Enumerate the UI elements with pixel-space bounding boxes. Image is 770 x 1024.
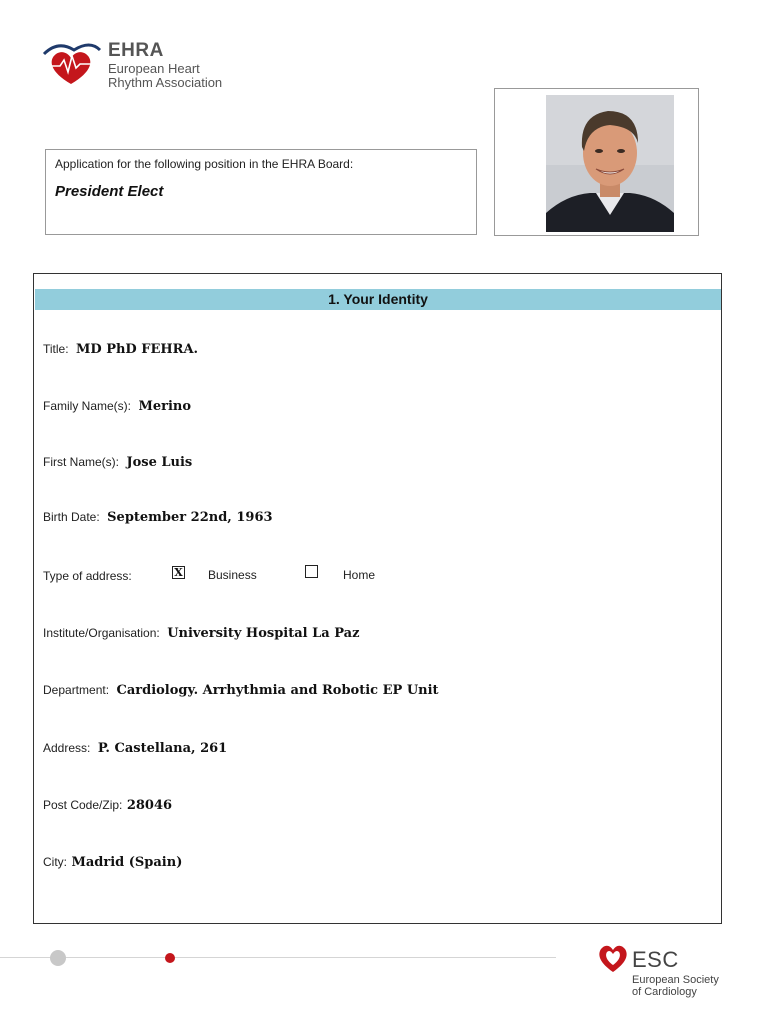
- applicant-photo: [546, 95, 674, 232]
- city-label: City:: [43, 855, 67, 869]
- ehra-heart-icon: [40, 42, 102, 86]
- institute-field: [43, 624, 359, 642]
- address-type-label: Type of address:: [43, 569, 132, 583]
- footer-red-dot: [165, 953, 175, 963]
- esc-name-line1: European Society: [632, 974, 719, 986]
- department-field: [43, 681, 439, 699]
- birth-date-field: [43, 508, 273, 526]
- title-label: Title:: [43, 342, 69, 356]
- ehra-abbr: EHRA: [108, 40, 164, 61]
- family-name-value: Merino: [138, 399, 192, 414]
- address-field: [43, 739, 227, 757]
- footer-grey-dot: [50, 950, 66, 966]
- address-value: P. Castellana, 261: [97, 741, 228, 756]
- city-field: [43, 853, 182, 871]
- home-checkbox[interactable]: [305, 565, 318, 578]
- postcode-value: 28046: [126, 798, 173, 813]
- business-option-label: Business: [208, 568, 257, 582]
- family-name-label: Family Name(s):: [43, 399, 132, 413]
- footer-divider: [0, 957, 556, 958]
- institute-label: Institute/Organisation:: [43, 626, 160, 640]
- identity-section: [33, 273, 722, 924]
- birth-date-value: September 22nd, 1963: [107, 510, 273, 525]
- ehra-logo: [40, 40, 240, 92]
- first-name-value: Jose Luis: [126, 455, 193, 470]
- esc-heart-icon: [597, 943, 629, 973]
- first-name-label: First Name(s):: [43, 455, 119, 469]
- family-name-field: [43, 397, 191, 415]
- application-label: Application for the following position in the EHRA Board:: [55, 157, 354, 171]
- address-type-field: [43, 567, 132, 585]
- identity-title: 1. Your Identity: [328, 291, 428, 307]
- postcode-field: [43, 796, 172, 814]
- esc-logo: [597, 943, 737, 999]
- department-label: Department:: [43, 683, 110, 697]
- first-name-field: [43, 453, 192, 471]
- photo-frame: [494, 88, 699, 236]
- application-position: President Elect: [55, 183, 164, 200]
- ehra-name-line2: Rhythm Association: [108, 75, 223, 90]
- esc-abbr: ESC: [632, 947, 679, 972]
- institute-value: University Hospital La Paz: [167, 626, 360, 641]
- title-field: [43, 340, 198, 358]
- business-checkbox[interactable]: X: [172, 566, 185, 579]
- address-label: Address:: [43, 741, 91, 755]
- department-value: Cardiology. Arrhythmia and Robotic EP Unit: [116, 683, 439, 698]
- title-value: MD PhD FEHRA.: [76, 342, 199, 357]
- postcode-label: Post Code/Zip:: [43, 798, 123, 812]
- ehra-name-line1: European Heart: [108, 61, 200, 76]
- esc-name-line2: of Cardiology: [632, 986, 697, 998]
- birth-date-label: Birth Date:: [43, 510, 100, 524]
- home-option-label: Home: [343, 568, 376, 582]
- identity-header: [35, 289, 721, 310]
- application-box: [45, 149, 477, 235]
- city-value: Madrid (Spain): [71, 855, 183, 870]
